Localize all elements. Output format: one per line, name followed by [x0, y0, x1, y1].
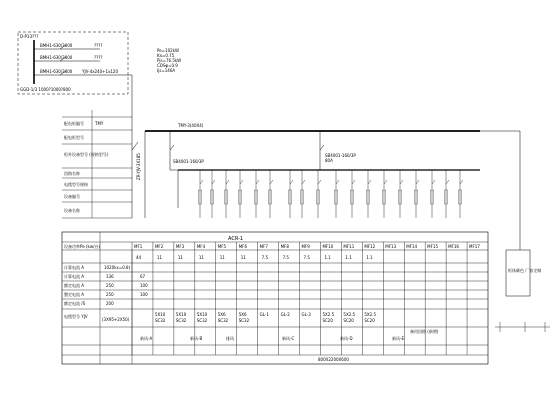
circuit-mf10: MF10	[322, 244, 334, 249]
load-line-4: COSφ=0.9	[157, 63, 178, 68]
branch-15	[415, 170, 420, 218]
table-columns	[132, 242, 480, 355]
branch-3	[225, 170, 230, 218]
busbar-label: TMY-3(40X4)	[178, 123, 204, 128]
branch-switch	[400, 180, 403, 184]
circuit-mf7: MF7	[259, 244, 268, 249]
group-label: 新风-A	[140, 336, 153, 341]
inset-breaker-1	[34, 43, 103, 49]
inset-breaker-1-tag: ????	[94, 43, 103, 48]
branch-switch	[302, 180, 305, 184]
label-cabinet-model: 配电柜型号	[64, 135, 84, 140]
circuit-mf4: MF4	[196, 244, 206, 249]
group-label: 新风-B	[190, 336, 203, 341]
right-connection-box	[480, 131, 550, 332]
branch-switch	[446, 180, 449, 184]
power-value: 11	[240, 255, 246, 260]
cable-cell: 5X2.5	[322, 312, 335, 317]
circuit-mf3: MF3	[175, 244, 185, 249]
label-device-name: 设备名称	[64, 208, 80, 213]
row-4-v1: 250	[106, 292, 114, 297]
branch-11	[351, 170, 356, 218]
load-line-1: Pe=102kW	[157, 48, 179, 53]
cable-cell: 5X10	[175, 312, 187, 317]
cable-cell-sub: SC20	[322, 318, 333, 323]
branch-18	[459, 170, 464, 218]
circuit-mf5: MF5	[217, 244, 227, 249]
label-circuit-name: 回路名称	[64, 171, 80, 176]
branch-8	[301, 170, 306, 218]
cable-cell-sub: SC32	[175, 318, 187, 323]
inset-breaker-1-label: BMH1-630/3000	[40, 43, 73, 48]
breaker-b-rating: 80A	[325, 158, 333, 163]
cable-cell: 5X10	[154, 312, 166, 317]
inset-cabinet-label: GGD-1/3 1000?1000?800	[20, 87, 71, 92]
row-2-v2: 67	[140, 274, 146, 279]
group-label: 新风-C	[282, 336, 295, 341]
circuit-mf14: MF14	[406, 244, 418, 249]
breaker-a-label: SB4001-160/3P	[173, 159, 204, 164]
branch-feeders	[199, 170, 464, 218]
group-label: 排风	[226, 336, 234, 341]
branch-6	[269, 170, 274, 218]
power-value: 44	[136, 255, 142, 260]
breaker-b-label: SB4001-160/3P	[325, 153, 356, 158]
cable-cell: 5X2.5	[364, 312, 377, 317]
load-calculation	[157, 48, 181, 73]
inset-breaker-3-label: BMH1-630/3000	[40, 69, 73, 74]
circuit-mf15: MF15	[427, 244, 439, 249]
group-label: 新风-D	[340, 336, 353, 341]
branch-switch	[200, 180, 203, 184]
power-value: 11	[177, 255, 183, 260]
branch-switch	[212, 180, 215, 184]
circuit-mf9: MF9	[301, 244, 310, 249]
branch-switch	[416, 180, 419, 184]
inset-cable-label: YJV-4x240+1x120	[82, 69, 119, 74]
load-line-5: Ijs=146A	[157, 68, 176, 73]
circuit-mf13: MF13	[385, 244, 397, 249]
label-cabinet-no: 配电柜编号	[64, 121, 84, 126]
branch-switch	[226, 180, 229, 184]
power-value: 11	[219, 255, 225, 260]
cable-cell-sub: SC20	[343, 318, 354, 323]
branch-switch	[270, 180, 273, 184]
branch-switch	[352, 180, 355, 184]
row-5-v1: 200	[106, 301, 114, 306]
cable-row-label: 电缆型号 YJV	[64, 314, 88, 319]
left-label-column	[62, 110, 132, 218]
power-value: 1.1	[366, 255, 373, 260]
branch-switch	[290, 180, 293, 184]
spare-circuit-note: 备用回路 (新增)	[410, 329, 439, 334]
circuit-mf17: MF17	[469, 244, 480, 249]
circuit-mf1: MF1	[134, 244, 143, 249]
branch-12	[367, 170, 372, 218]
branch-switch	[368, 180, 371, 184]
group-label: 新风-E	[392, 336, 404, 341]
circuit-mf2: MF2	[154, 244, 164, 249]
cable-cell: 5X6	[217, 312, 226, 317]
circuit-mf6: MF6	[238, 244, 248, 249]
row-label-5: 额定电流 /S	[64, 301, 86, 306]
power-value: 1.1	[345, 255, 352, 260]
row-3-v2: 100	[140, 283, 148, 288]
branch-5	[255, 170, 260, 218]
row-label-1: 计算电流 A	[64, 265, 85, 270]
cable-cell-sub: SC32	[196, 318, 208, 323]
branch-switch	[336, 180, 339, 184]
label-cable-spec: 电缆型号规格	[64, 182, 88, 187]
branch-13	[383, 170, 388, 218]
branch-switch	[432, 180, 435, 184]
cable-cell-sub: SC32	[238, 318, 250, 323]
cable-cell: 5X10	[196, 312, 208, 317]
cable-cell: GL-1	[259, 312, 269, 317]
branch-9	[317, 170, 322, 218]
cable-cell: GL-2	[280, 312, 290, 317]
inset-breaker-2	[34, 55, 103, 61]
cable-spec: (3X95+2X50)	[102, 317, 130, 322]
circuit-mf12: MF12	[364, 244, 376, 249]
cable-cell: 5X2.5	[343, 312, 356, 317]
cabinet-code: ACR-1	[228, 236, 244, 242]
power-value: 7.5	[282, 255, 289, 260]
feeder-cable-label: ZR-YJV-3X185	[136, 153, 141, 180]
label-device-no: 设备编号	[64, 194, 80, 199]
cable-cell-sub: SC20	[364, 318, 375, 323]
branch-switch	[256, 180, 259, 184]
power-value: 7.5	[303, 255, 310, 260]
inset-breaker-2-tag: ????	[94, 55, 103, 60]
row-label-2: 计算电流 A	[64, 274, 85, 279]
branch-14	[399, 170, 404, 218]
power-row-label: 设备功率Pe (kw/台)	[64, 244, 101, 249]
branch-17	[445, 170, 450, 218]
inset-title: D-P13???	[20, 34, 39, 39]
branch-switch	[460, 180, 463, 184]
row-4-v2: 100	[140, 292, 148, 297]
branch-1	[199, 170, 204, 218]
row-1-v1: 1020kx=0.8)	[104, 265, 131, 270]
circuit-mf8: MF8	[280, 244, 289, 249]
inset-breaker-2-label: BMH1-630/3000	[40, 55, 73, 60]
power-value: 1.1	[324, 255, 331, 260]
right-box-label: 柜体颜色 厂家定制	[508, 268, 542, 273]
cable-cell: 5X6	[238, 312, 247, 317]
row-label-4: 整定电流 A	[64, 292, 85, 297]
row-label-3: 额定电流 A	[64, 283, 85, 288]
label-device-model: 柜外设备型号 (规格型号)	[64, 152, 109, 157]
branch-switch	[384, 180, 387, 184]
branch-4	[239, 170, 244, 218]
load-line-2: Kx=0.75	[157, 53, 175, 58]
circuit-mf16: MF16	[448, 244, 459, 249]
power-value: 7.5	[261, 255, 269, 260]
branch-switch	[240, 180, 243, 184]
branch-7	[289, 170, 294, 218]
row-2-v1: 136	[106, 274, 114, 279]
circuit-table	[62, 232, 488, 364]
inset-breaker-3	[34, 69, 128, 75]
cable-cell: GL-3	[301, 312, 311, 317]
branch-switch	[318, 180, 321, 184]
circuit-mf11: MF11	[343, 244, 355, 249]
bottom-dimension: 800X2200X600	[318, 357, 349, 362]
cable-cell-sub: SC32	[154, 318, 166, 323]
power-value: 11	[156, 255, 163, 260]
branch-10	[335, 170, 340, 218]
load-line-3: Pjs=76.5kW	[157, 58, 182, 63]
row-3-v1: 250	[106, 283, 114, 288]
power-value: 11	[198, 255, 204, 260]
branch-2	[211, 170, 216, 218]
branch-16	[431, 170, 436, 218]
unit-note: TMY	[95, 121, 104, 126]
cable-cell-sub: SC32	[217, 318, 229, 323]
